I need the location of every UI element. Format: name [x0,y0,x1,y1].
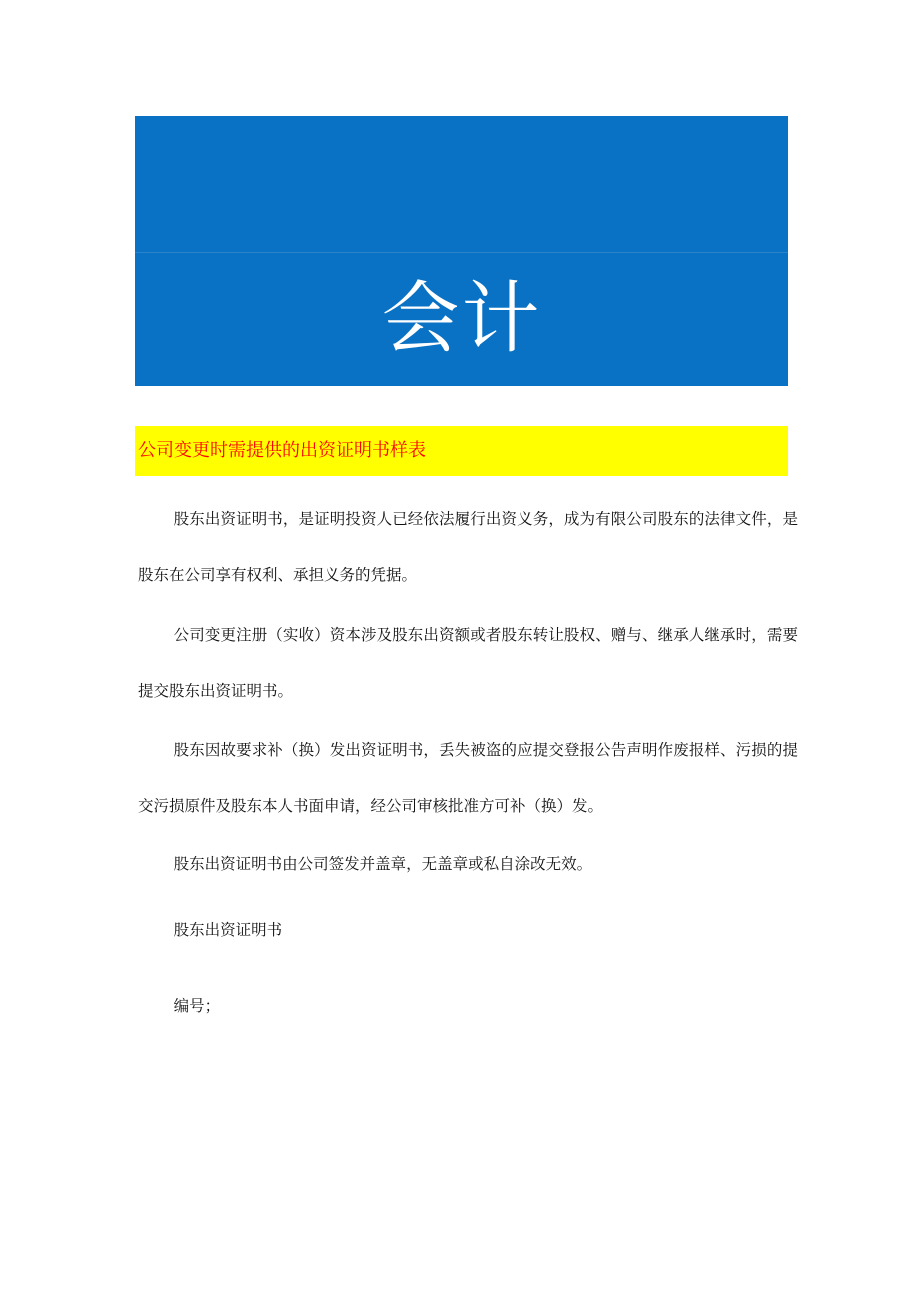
section-title-bar [135,426,788,476]
certificate-heading: 股东出资证明书 [173,921,283,939]
banner-divider [135,252,788,253]
section-title: 公司变更时需提供的出资证明书样表 [138,440,426,461]
paragraph-reissue: 股东因故要求补（换）发出资证明书，丢失被盗的应提交登报公告声明作废报样、污损的提交污损原件及股东本人书面申请，经公司审核批准方可补（换）发。 [138,741,798,815]
certificate-number-label: 编号； [173,997,221,1015]
banner-title-line-1: 会计 [381,274,542,364]
header-banner [135,116,788,386]
paragraph-definition: 股东出资证明书，是证明投资人已经依法履行出资义务，成为有限公司股东的法律文件，是股东在公司享有权利、承担义务的凭据。 [138,510,798,584]
paragraph-validity: 股东出资证明书由公司签发并盖章，无盖章或私自涂改无效。 [173,855,593,873]
paragraph-when-required: 公司变更注册（实收）资本涉及股东出资额或者股东转让股权、赠与、继承人继承时，需要提交股东出资证明书。 [138,626,798,700]
